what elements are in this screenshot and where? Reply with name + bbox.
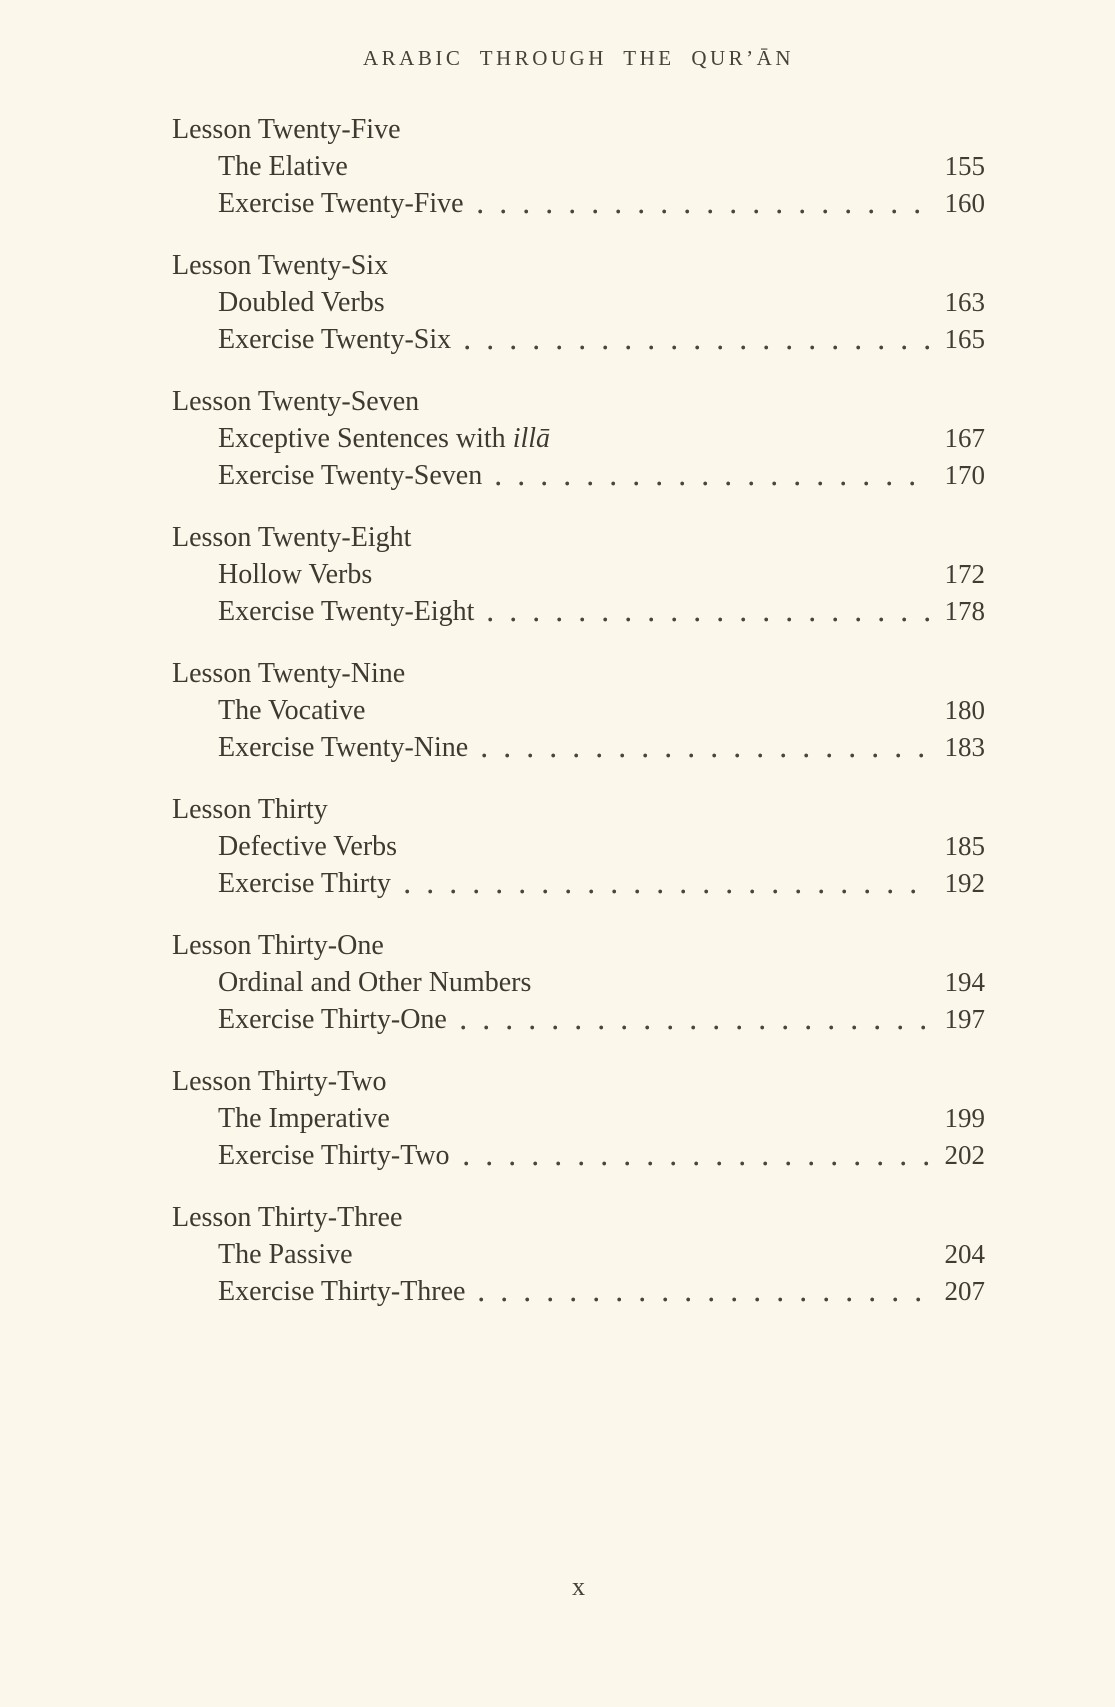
exercise-label: Exercise Twenty-Seven: [218, 460, 483, 491]
topic-label: Doubled Verbs: [218, 287, 385, 318]
toc-exercise-row: [172, 185, 985, 222]
dot-leader: [478, 207, 931, 216]
exercise-page-number: 160: [944, 188, 985, 218]
exercise-label: Exercise Twenty-Eight: [218, 596, 475, 627]
dot-leader: [479, 1295, 930, 1304]
toc-exercise-row: [172, 729, 985, 766]
exercise-label: Exercise Twenty-Nine: [218, 732, 469, 763]
topic-page-number: 163: [944, 287, 985, 317]
toc-topic-row: [172, 692, 985, 729]
topic-page-number: 167: [944, 423, 985, 453]
toc-exercise-row: [172, 1273, 985, 1310]
toc-topic-row: [172, 148, 985, 185]
toc-topic-row: [172, 964, 985, 1001]
topic-page-number: 185: [944, 831, 985, 861]
lesson-title: Lesson Thirty: [172, 794, 328, 825]
exercise-label: Exercise Thirty: [218, 868, 391, 899]
toc-section: [172, 927, 985, 1038]
toc-page: [172, 46, 985, 1335]
topic-label: Ordinal and Other Numbers: [218, 967, 532, 998]
lesson-title: Lesson Thirty-One: [172, 930, 384, 961]
toc-topic-row: [172, 828, 985, 865]
lesson-title: Lesson Twenty-Eight: [172, 522, 412, 553]
toc-section: [172, 383, 985, 494]
dot-leader: [464, 1159, 931, 1168]
topic-page-number: 155: [944, 151, 985, 181]
dot-leader: [461, 1023, 931, 1032]
toc-exercise-row: [172, 865, 985, 902]
exercise-label: Exercise Thirty-Two: [218, 1140, 450, 1171]
toc-section: [172, 1199, 985, 1310]
toc-topic-row: [172, 420, 985, 457]
topic-label: Defective Verbs: [218, 831, 398, 862]
toc-exercise-row: [172, 1001, 985, 1038]
toc-exercise-row: [172, 1137, 985, 1174]
lesson-title: Lesson Thirty-Three: [172, 1202, 403, 1233]
toc-topic-row: [172, 1236, 985, 1273]
toc-section: [172, 655, 985, 766]
dot-leader: [405, 887, 931, 896]
toc-section: [172, 1063, 985, 1174]
exercise-page-number: 165: [944, 324, 985, 354]
exercise-label: Exercise Thirty-One: [218, 1004, 447, 1035]
lesson-title: Lesson Thirty-Two: [172, 1066, 387, 1097]
exercise-label: Exercise Thirty-Three: [218, 1276, 466, 1307]
exercise-label: Exercise Twenty-Six: [218, 324, 452, 355]
exercise-page-number: 178: [944, 596, 985, 626]
topic-label-italic: illā: [512, 423, 551, 454]
exercise-page-number: 183: [944, 732, 985, 762]
toc-topic-row: [172, 284, 985, 321]
topic-label: The Vocative: [218, 695, 366, 726]
toc-exercise-row: [172, 457, 985, 494]
folio-page-number: x: [572, 1572, 585, 1601]
toc-topic-row: [172, 556, 985, 593]
toc-section: [172, 791, 985, 902]
toc-exercise-row: [172, 593, 985, 630]
topic-label: Hollow Verbs: [218, 559, 373, 590]
topic-label: The Passive: [218, 1239, 353, 1270]
lesson-title: Lesson Twenty-Nine: [172, 658, 406, 689]
dot-leader: [465, 343, 930, 352]
exercise-label: Exercise Twenty-Five: [218, 188, 464, 219]
exercise-page-number: 170: [944, 460, 985, 490]
exercise-page-number: 192: [944, 868, 985, 898]
lesson-title: Lesson Twenty-Seven: [172, 386, 420, 417]
dot-leader: [488, 615, 930, 624]
toc-section: [172, 111, 985, 222]
topic-page-number: 194: [944, 967, 985, 997]
toc-topic-row: [172, 1100, 985, 1137]
topic-label: Exceptive Sentences with illā: [218, 423, 551, 454]
topic-label: The Imperative: [218, 1103, 390, 1134]
toc-section: [172, 519, 985, 630]
lesson-title: Lesson Twenty-Five: [172, 114, 401, 145]
exercise-page-number: 207: [944, 1276, 985, 1306]
running-header: ARABIC THROUGH THE QUR’ĀN: [363, 46, 794, 70]
toc-exercise-row: [172, 321, 985, 358]
toc-section: [172, 247, 985, 358]
exercise-page-number: 197: [944, 1004, 985, 1034]
topic-page-number: 172: [944, 559, 985, 589]
topic-page-number: 199: [944, 1103, 985, 1133]
lesson-title: Lesson Twenty-Six: [172, 250, 389, 281]
topic-page-number: 204: [944, 1239, 985, 1269]
topic-page-number: 180: [944, 695, 985, 725]
dot-leader: [482, 751, 930, 760]
dot-leader: [496, 479, 930, 488]
topic-label: The Elative: [218, 151, 348, 182]
exercise-page-number: 202: [944, 1140, 985, 1170]
